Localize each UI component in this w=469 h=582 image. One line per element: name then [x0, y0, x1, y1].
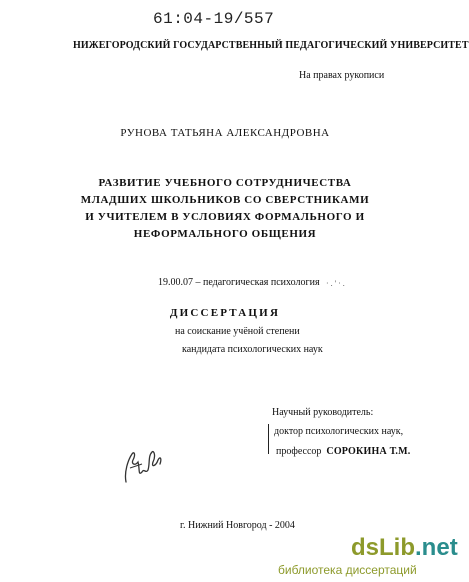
dissertation-title	[0, 175, 450, 243]
watermark-subtitle: библиотека диссертаций	[278, 563, 417, 577]
supervisor-degree: доктор психологических наук,	[274, 426, 404, 437]
supervisor-rank-name	[276, 446, 410, 457]
specialty-code: 19.00.07 – педагогическая психология	[158, 277, 320, 288]
manuscript-rights: На правах рукописи	[299, 70, 385, 81]
handwritten-signature	[120, 442, 170, 487]
city-year: г. Нижний Новгород - 2004	[180, 520, 295, 531]
degree-line: на соискание учёной степени	[175, 326, 300, 337]
archive-stamp: 61:04-19/557	[153, 10, 275, 28]
title-line: РАЗВИТИЕ УЧЕБНОГО СОТРУДНИЧЕСТВА	[98, 177, 352, 189]
title-line: МЛАДШИХ ШКОЛЬНИКОВ СО СВЕРСТНИКАМИ	[80, 194, 370, 206]
supervisor-label: Научный руководитель:	[272, 407, 374, 418]
dslib-watermark-logo	[262, 533, 458, 580]
title-line: НЕФОРМАЛЬНОГО ОБЩЕНИЯ	[133, 228, 317, 240]
supervisor-rank: профессор	[276, 446, 322, 457]
supervisor-name: СОРОКИНА Т.М.	[326, 446, 411, 457]
work-type: ДИССЕРТАЦИЯ	[169, 307, 281, 319]
watermark-wordmark: dsLib.net	[351, 534, 458, 561]
degree-line: кандидата психологических наук	[182, 344, 323, 355]
title-line: И УЧИТЕЛЕМ В УСЛОВИЯХ ФОРМАЛЬНОГО И	[85, 211, 365, 223]
author-name: РУНОВА ТАТЬЯНА АЛЕКСАНДРОВНА	[120, 127, 330, 139]
university-name: НИЖЕГОРОДСКИЙ ГОСУДАРСТВЕННЫЙ ПЕДАГОГИЧЕСКИЙ УНИВЕРСИТЕТ	[73, 40, 469, 51]
margin-bar	[268, 424, 269, 454]
scan-specks: ·.'·.	[326, 279, 347, 288]
